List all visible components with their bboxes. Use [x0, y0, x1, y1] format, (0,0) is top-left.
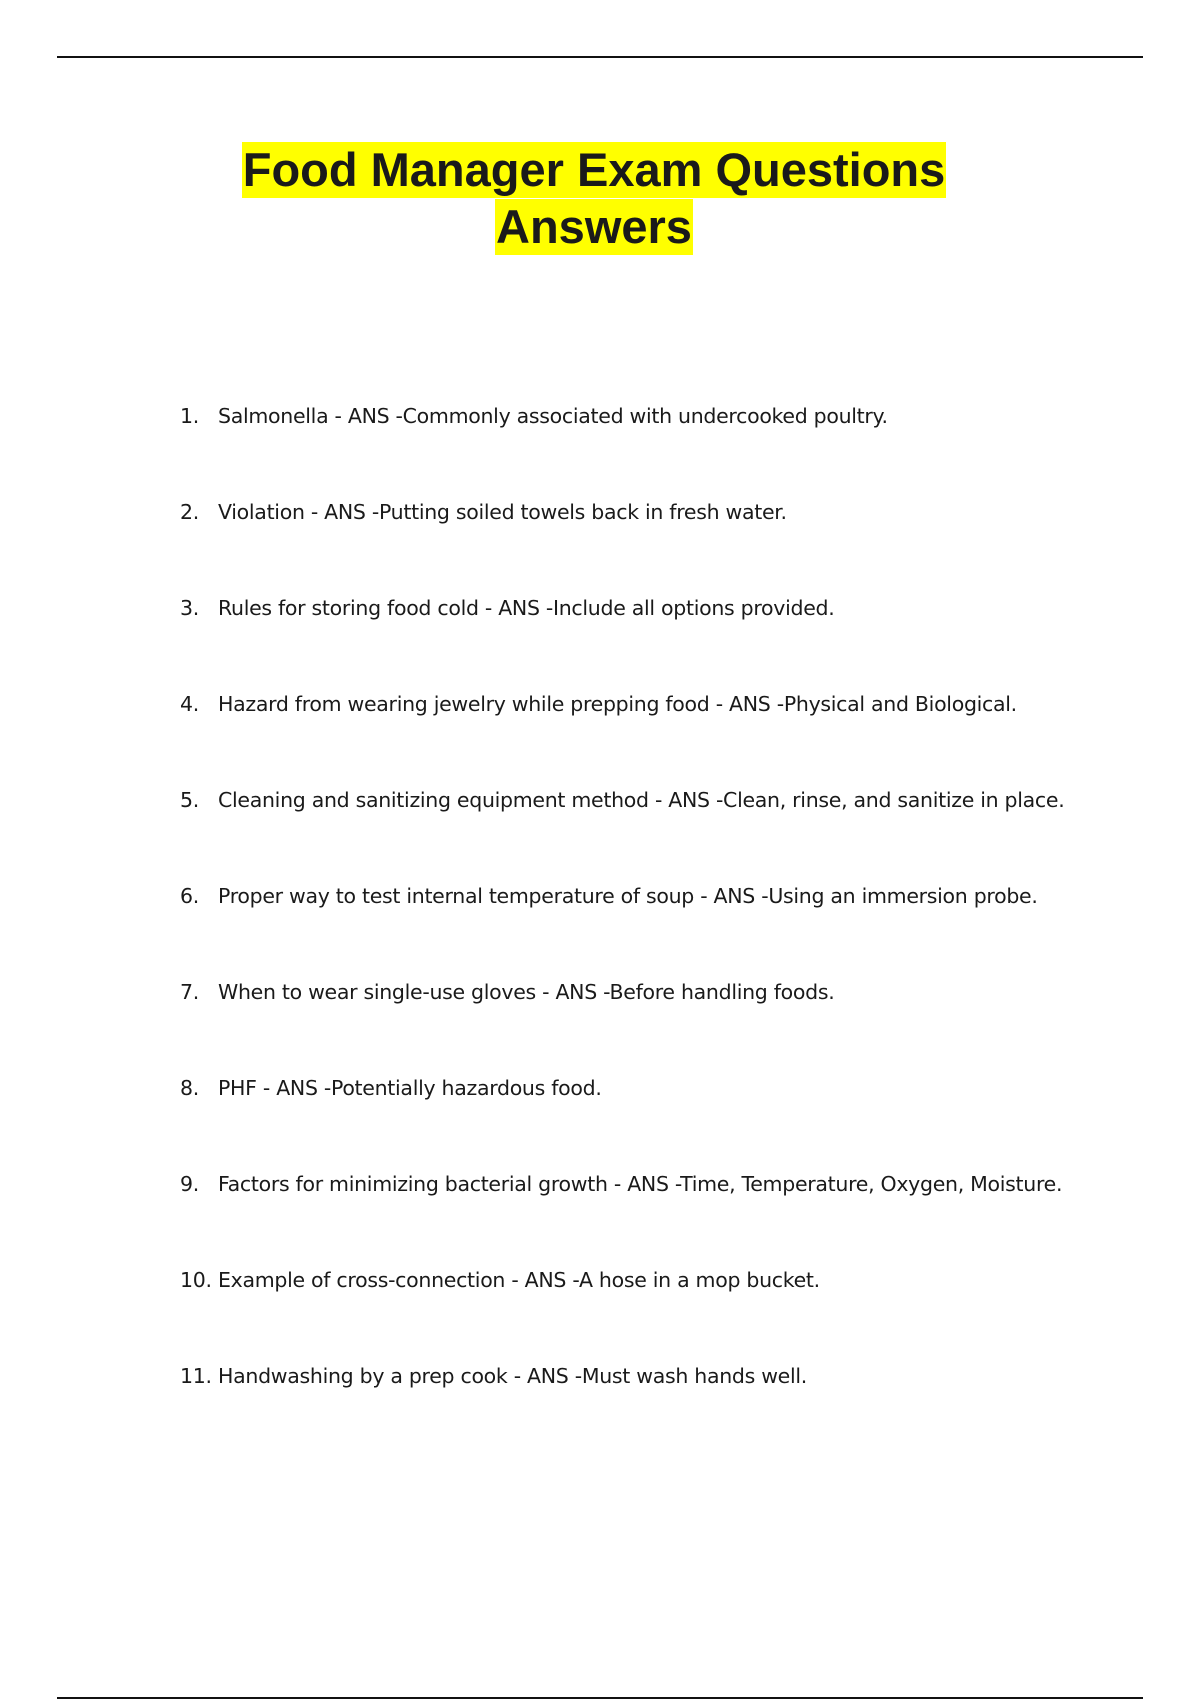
- title-line-1: Food Manager Exam Questions: [242, 143, 946, 196]
- list-item: [180, 688, 1140, 784]
- list-item: [180, 1264, 1140, 1360]
- header-rule: [57, 56, 1143, 58]
- item-text: Example of cross-connection - ANS -A hose in a mop bucket.: [218, 1268, 820, 1292]
- footer-rule: [57, 1697, 1143, 1699]
- qa-list: [180, 400, 1140, 1456]
- item-text: Proper way to test internal temperature of soup - ANS -Using an immersion probe.: [218, 884, 1038, 908]
- item-text: PHF - ANS -Potentially hazardous food.: [218, 1076, 602, 1100]
- item-text: Hazard from wearing jewelry while prepping food - ANS -Physical and Biological.: [218, 692, 1017, 716]
- list-item: [180, 592, 1140, 688]
- item-number: 5.: [180, 788, 199, 812]
- list-item: [180, 1360, 1140, 1456]
- item-number: 2.: [180, 500, 199, 524]
- list-item: [180, 976, 1140, 1072]
- document-title: [0, 142, 1188, 256]
- item-text: Violation - ANS -Putting soiled towels back in fresh water.: [218, 500, 787, 524]
- item-number: 6.: [180, 884, 199, 908]
- item-text: Rules for storing food cold - ANS -Include all options provided.: [218, 596, 835, 620]
- list-item: [180, 400, 1140, 496]
- list-item: [180, 496, 1140, 592]
- item-number: 4.: [180, 692, 199, 716]
- list-item: [180, 1168, 1140, 1264]
- list-item: [180, 880, 1140, 976]
- item-number: 8.: [180, 1076, 199, 1100]
- item-text: Cleaning and sanitizing equipment method - ANS -Clean, rinse, and sanitize in place.: [218, 788, 1065, 812]
- title-line-2: Answers: [496, 200, 692, 253]
- item-text: Handwashing by a prep cook - ANS -Must wash hands well.: [218, 1364, 807, 1388]
- item-text: When to wear single-use gloves - ANS -Before handling foods.: [218, 980, 835, 1004]
- item-text: Salmonella - ANS -Commonly associated with undercooked poultry.: [218, 404, 888, 428]
- item-number: 1.: [180, 404, 199, 428]
- item-number: 11.: [180, 1364, 212, 1388]
- item-text: Factors for minimizing bacterial growth - ANS -Time, Temperature, Oxygen, Moisture.: [218, 1172, 1063, 1196]
- list-item: [180, 1072, 1140, 1168]
- item-number: 7.: [180, 980, 199, 1004]
- list-item: [180, 784, 1140, 880]
- item-number: 10.: [180, 1268, 212, 1292]
- item-number: 3.: [180, 596, 199, 620]
- item-number: 9.: [180, 1172, 199, 1196]
